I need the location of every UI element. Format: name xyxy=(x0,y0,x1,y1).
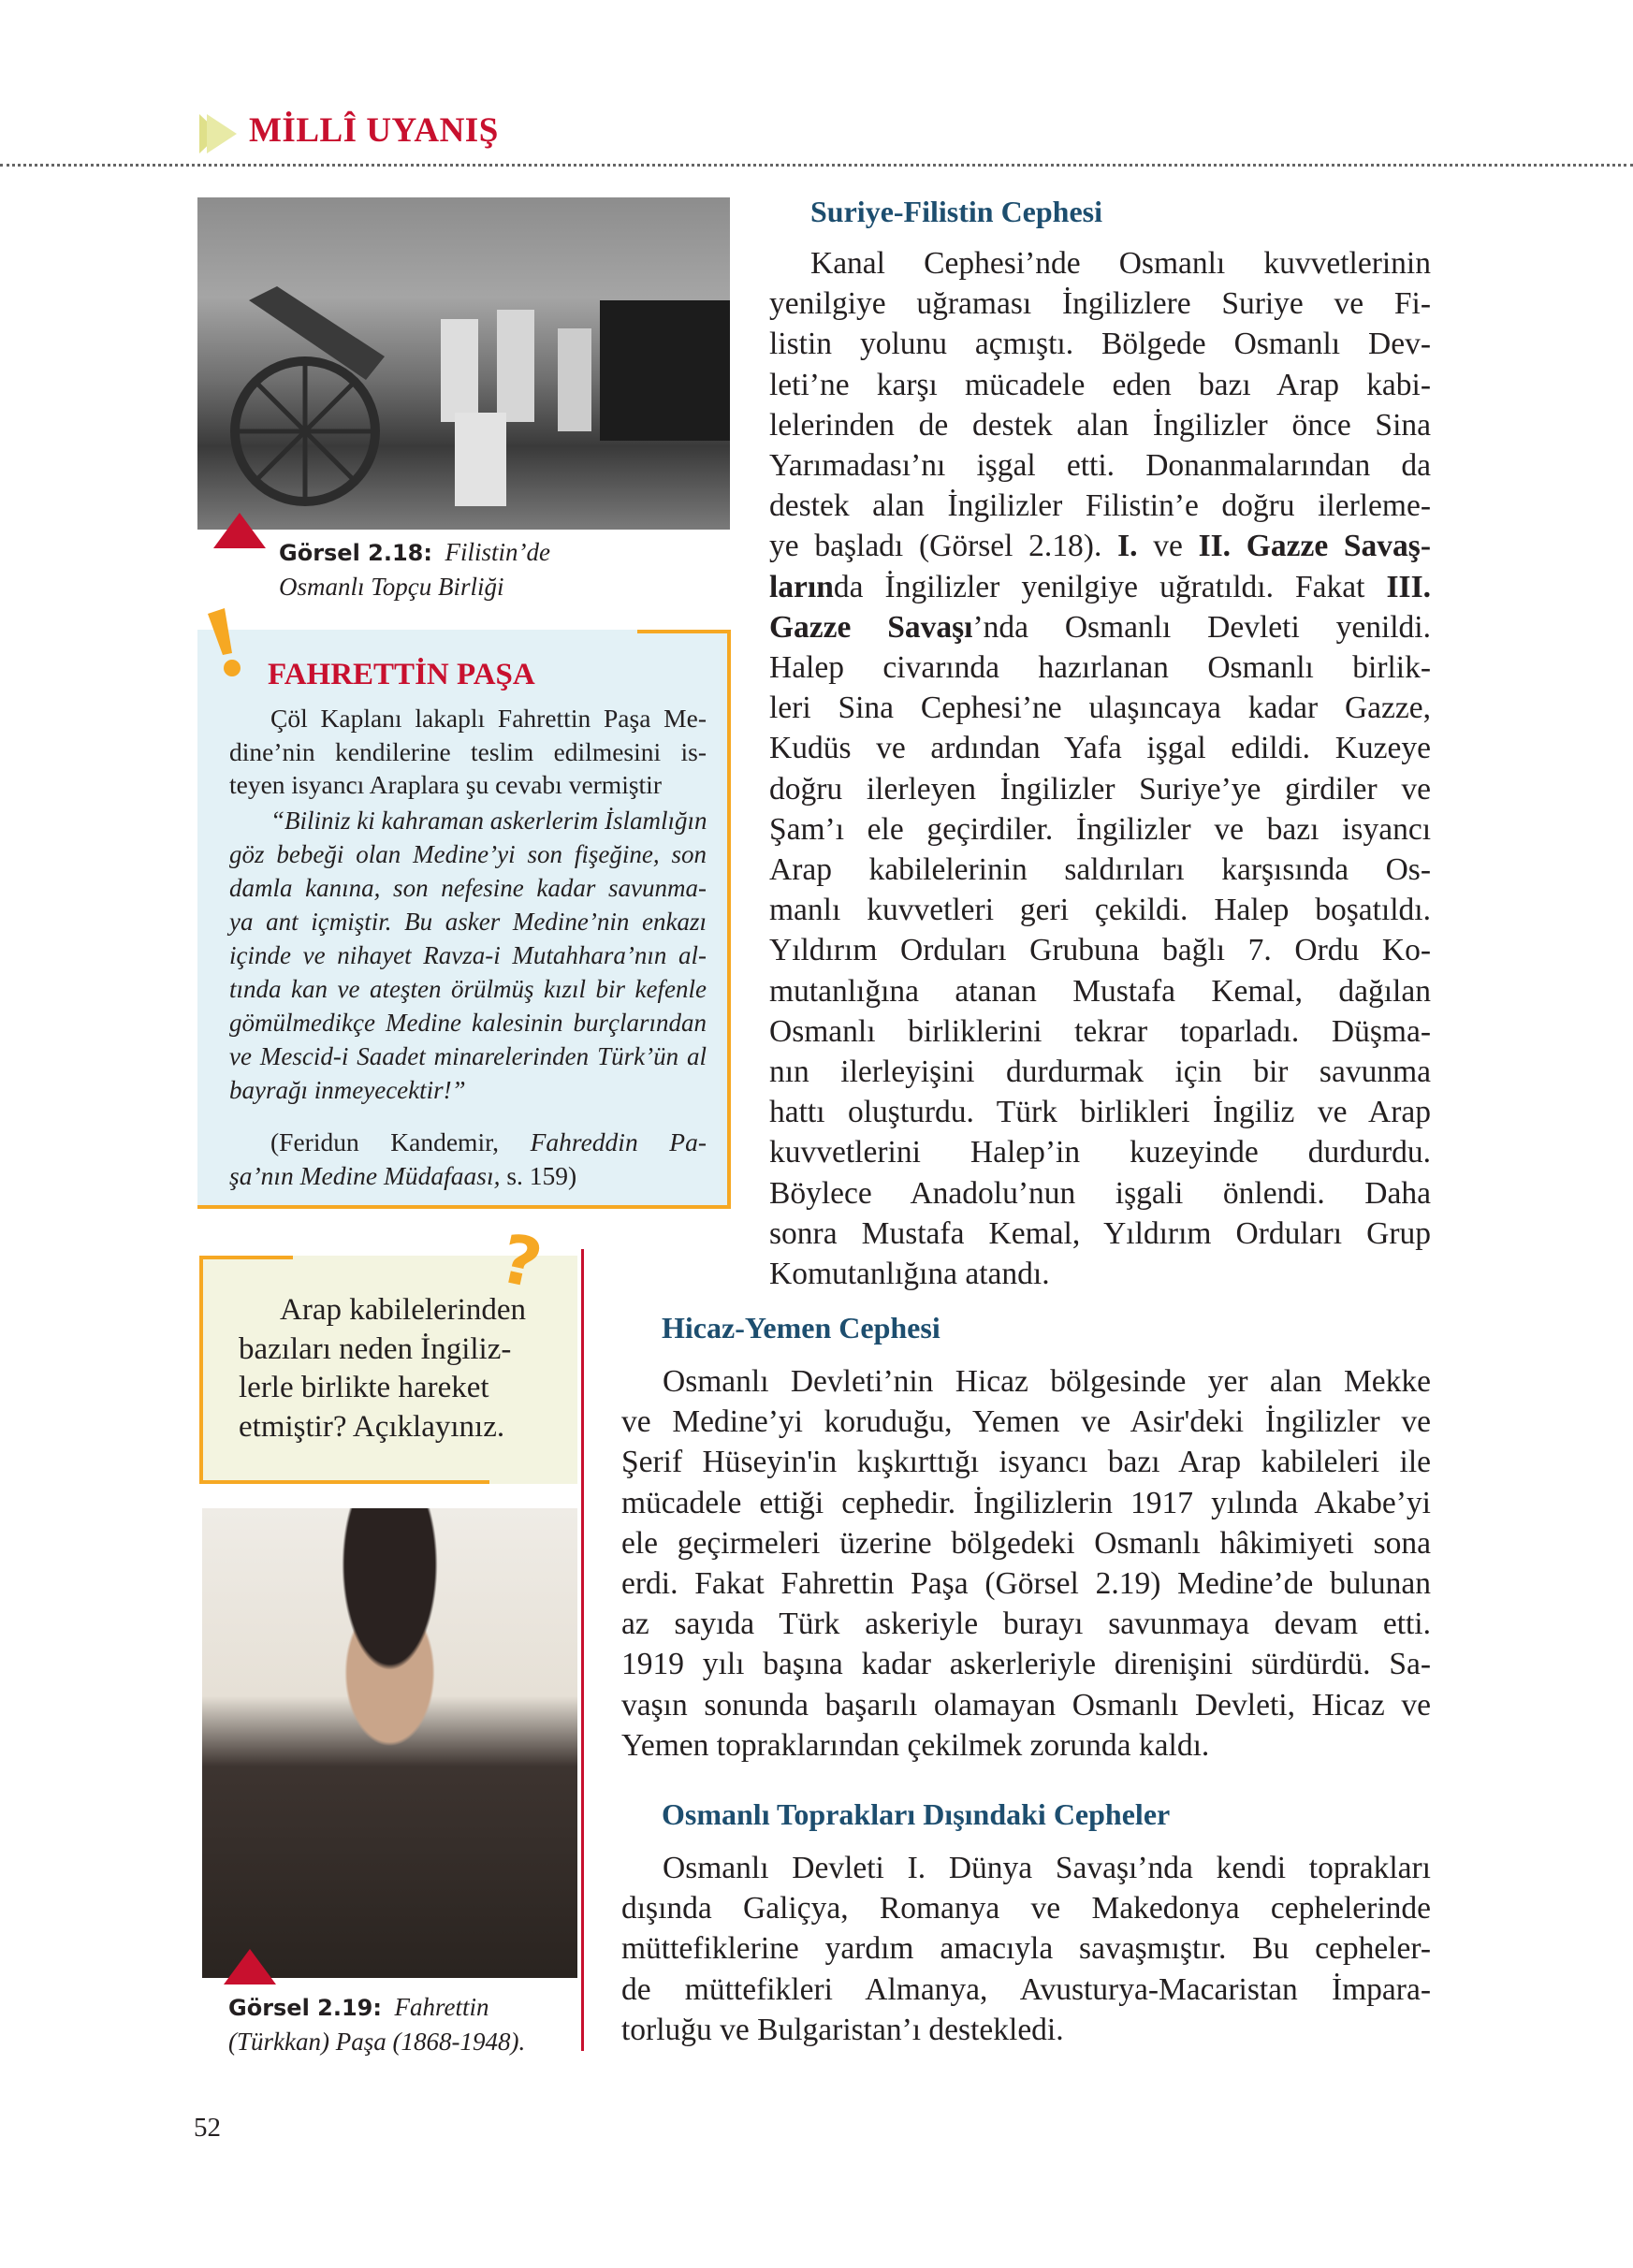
margin-rule xyxy=(581,1249,584,2051)
text-line: bazıları neden İngiliz- xyxy=(239,1331,512,1366)
text-line xyxy=(621,1644,1431,1684)
text-segment: ve Medine’yi koruduğu, Yemen ve Asir'deki İngilizler ve xyxy=(621,1404,1431,1440)
text-line: teyen isyancı Araplara şu cevabı vermiştir xyxy=(229,770,662,799)
text-line xyxy=(769,1132,1431,1172)
text-line: göz bebeği olan Medine’yi son fişeğine, son xyxy=(229,840,707,868)
text-segment: Osmanlı Devleti I. Dünya Savaşı’nda kendi toprakları xyxy=(663,1851,1431,1885)
text-segment: leri Sina Cephesi’ne ulaşıncaya kadar Gazze, xyxy=(769,691,1431,726)
text-line xyxy=(621,1523,1431,1563)
info-box-citation xyxy=(229,1126,707,1192)
text-line xyxy=(769,1173,1431,1214)
text-line: tında kan ve ateşten örülmüş kızıl bir kefenle xyxy=(229,975,707,1003)
text-line: “Biliniz ki kahraman askerlerim İslamlığın xyxy=(270,807,707,835)
text-line xyxy=(769,728,1431,768)
text-segment: hattı oluşturdu. Türk birlikleri İngiliz ve Arap xyxy=(769,1095,1431,1130)
text-line: damla kanına, son nefesine kadar savunma- xyxy=(229,874,707,902)
page-number: 52 xyxy=(194,2113,221,2143)
text-line: dine’nin kendilerine teslim edilmesini is- xyxy=(229,736,707,766)
text-segment: Osmanlı birliklerini tekrar toparladı. Düşma- xyxy=(769,1013,1431,1049)
text-segment: az sayıda Türk askeriyle burayı savunmaya devam etti. xyxy=(621,1606,1431,1642)
citation-author: (Feridun Kandemir, xyxy=(270,1127,500,1156)
text-segment: sonra Mustafa Kemal, Yıldırım Orduları Grup xyxy=(769,1215,1431,1251)
text-segment: ye başladı (Görsel 2.18). xyxy=(769,529,1118,564)
text-segment: ve xyxy=(1137,529,1199,564)
caption-text: Fahrettin xyxy=(394,1993,489,2021)
text-line xyxy=(769,930,1431,970)
info-box-body xyxy=(229,702,707,802)
text-segment: yenilgiye uğraması İngilizlere Suriye ve Fi- xyxy=(769,286,1431,322)
text-segment: erdi. Fakat Fahrettin Paşa (Görsel 2.19) Medine’de bulunan xyxy=(621,1566,1431,1602)
text-segment: leti’ne karşı mücadele eden bazı Arap kabi- xyxy=(769,367,1431,402)
text-segment: Osmanlı Devleti’nin Hicaz bölgesinde yer alan Mekke xyxy=(663,1364,1431,1399)
text-segment: müttefiklerine yardım amacıyla savaşmıştır. Bu cepheler- xyxy=(621,1931,1431,1967)
text-line xyxy=(621,1888,1431,1928)
text-line xyxy=(769,243,1431,284)
text-segment: Yarımadası’nı işgal etti. Donanmalarından da xyxy=(769,448,1431,484)
text-segment: ele geçirmeleri üzerine bölgedeki Osmanlı hâkimiyeti sona xyxy=(621,1525,1431,1561)
text-segment: ’nda Osmanlı Devleti yenildi. xyxy=(972,609,1431,645)
text-line xyxy=(621,1361,1431,1402)
question-mark-icon: ? xyxy=(493,1218,549,1304)
text-segment: kuvvetlerini Halep’in kuzeyinde durdurdu. xyxy=(769,1135,1431,1170)
text-segment: Kanal Cephesi’nde Osmanlı kuvvetlerinin xyxy=(810,246,1431,281)
text-segment: torluğu ve Bulgaristan’ı destekledi. xyxy=(621,2012,1064,2047)
figure-caption xyxy=(228,1990,525,2058)
fahrettin-pasa-portrait xyxy=(202,1508,577,1978)
text-line xyxy=(769,284,1431,324)
text-line xyxy=(621,1483,1431,1523)
text-segment: Yemen topraklarından çekilmek zorunda kaldı. xyxy=(621,1727,1210,1763)
text-line xyxy=(769,445,1431,486)
text-segment: de müttefikleri Almanya, Avusturya-Macaristan İmpara- xyxy=(621,1971,1431,2007)
text-line xyxy=(621,1928,1431,1969)
header-divider xyxy=(0,164,1633,167)
text-line xyxy=(621,1402,1431,1442)
text-segment: dışında Galiçya, Romanya ve Makedonya cephelerinde xyxy=(621,1891,1431,1926)
text-line xyxy=(769,1214,1431,1254)
section-heading: Suriye-Filistin Cephesi xyxy=(810,195,1103,228)
citation-title: Fahreddin Pa- xyxy=(530,1127,707,1156)
text-line xyxy=(769,1011,1431,1052)
text-segment: Halep civarında hazırlanan Osmanlı birlik- xyxy=(769,650,1431,686)
figure-label: Görsel 2.18: xyxy=(279,540,432,566)
bold-term: ların xyxy=(769,569,834,604)
section-heading: Hicaz-Yemen Cephesi xyxy=(662,1311,940,1345)
text-segment: 1919 yılı başına kadar askerleriyle direnişini sürdürdü. Sa- xyxy=(621,1647,1431,1682)
text-segment: Arap kabilelerinin saldırıları karşısında Os- xyxy=(769,852,1431,888)
text-line xyxy=(769,405,1431,445)
text-line: Çöl Kaplanı lakaplı Fahrettin Paşa Me- xyxy=(270,704,707,733)
figure-caption xyxy=(279,535,550,603)
text-segment: mücadele ettiği cephedir. İngilizlerin 1917 yılında Akabe’yi xyxy=(621,1485,1431,1520)
caption-text: (Türkkan) Paşa (1868-1948). xyxy=(228,2028,526,2056)
citation-page: s. 159) xyxy=(506,1160,577,1190)
text-segment: destek alan İngilizler Filistin’e doğru ilerleme- xyxy=(769,488,1431,524)
text-line xyxy=(769,971,1431,1011)
text-segment: mutanlığına atanan Mustafa Kemal, dağılan xyxy=(769,973,1431,1009)
text-segment: listin yolunu açmıştı. Bölgede Osmanlı Dev- xyxy=(769,327,1431,362)
text-line: içinde ve nihayet Ravza-i Mutahhara’nın al- xyxy=(229,941,707,969)
figure-label: Görsel 2.19: xyxy=(228,1995,382,2021)
exclamation-icon xyxy=(204,606,251,685)
text-segment: manlı kuvvetleri geri çekildi. Halep boşatıldı. xyxy=(769,893,1431,928)
text-line xyxy=(769,769,1431,809)
text-line: Arap kabilelerinden xyxy=(280,1293,526,1327)
text-line xyxy=(769,1052,1431,1092)
text-line xyxy=(769,809,1431,850)
text-line: lerle birlikte hareket xyxy=(239,1371,489,1404)
info-box-quote xyxy=(229,804,707,1107)
text-segment: lelerinden de destek alan İngilizler önce Sina xyxy=(769,407,1431,443)
text-line xyxy=(769,1092,1431,1132)
text-line xyxy=(769,567,1431,607)
text-line xyxy=(769,647,1431,688)
question-text xyxy=(239,1291,547,1447)
section-body xyxy=(769,243,1431,1294)
text-line xyxy=(621,1563,1431,1604)
ottoman-artillery-photo xyxy=(197,197,730,530)
text-line xyxy=(621,1848,1431,1888)
section-body xyxy=(621,1361,1431,1766)
text-line xyxy=(621,1442,1431,1482)
caption-text: Osmanlı Topçu Birliği xyxy=(279,573,504,601)
text-segment: da İngilizler yenilgiye uğratıldı. Fakat xyxy=(833,569,1387,604)
text-line: ve Mescid-i Saadet minarelerinden Türk’ün al xyxy=(229,1042,707,1070)
text-segment: Şerif Hüseyin'in kışkırttığı isyancı bazı Arap kabileleri ile xyxy=(621,1445,1431,1480)
text-line xyxy=(621,1604,1431,1644)
bold-term: I. xyxy=(1117,529,1138,564)
text-line xyxy=(621,1970,1431,2010)
text-segment: Şam’ı ele geçirdiler. İngilizler ve bazı isyancı xyxy=(769,811,1431,847)
text-segment: Yıldırım Orduları Grubuna bağlı 7. Ordu Ko- xyxy=(769,933,1431,968)
citation-title: şa’nın Medine Müdafaası, xyxy=(229,1160,501,1190)
figure-marker-icon xyxy=(213,513,266,548)
text-line xyxy=(769,526,1431,566)
bold-term: Gazze Savaşı xyxy=(769,609,973,645)
text-line xyxy=(769,688,1431,728)
text-line: etmiştir? Açıklayınız. xyxy=(239,1409,505,1444)
text-line xyxy=(769,1254,1431,1294)
figure-marker-icon xyxy=(224,1949,276,1985)
info-box-title: FAHRETTİN PAŞA xyxy=(268,658,535,691)
bold-term: III. xyxy=(1386,569,1431,604)
info-box-fahrettin-pasa xyxy=(197,630,731,1209)
text-line: ya ant içmiştir. Bu asker Medine’nin enkazı xyxy=(229,908,707,936)
chapter-arrow-icon xyxy=(199,114,239,153)
text-line: bayrağı inmeyecektir!” xyxy=(229,1076,466,1104)
text-segment: nın ilerleyişini durdurmak için bir savunma xyxy=(769,1054,1431,1090)
text-line xyxy=(769,324,1431,364)
text-segment: Kudüs ve ardından Yafa işgal edildi. Kuzeye xyxy=(769,731,1431,766)
text-line: gömülmedikçe Medine kalesinin burçlarından xyxy=(229,1009,707,1037)
text-segment: Komutanlığına atandı. xyxy=(769,1257,1050,1292)
text-segment: Böylece Anadolu’nun işgali önlendi. Daha xyxy=(769,1175,1431,1211)
text-segment: vaşın sonunda başarılı olamayan Osmanlı Devleti, Hicaz ve xyxy=(621,1687,1431,1723)
text-line xyxy=(621,1725,1431,1766)
text-line xyxy=(769,890,1431,930)
text-line xyxy=(769,365,1431,405)
bold-term: II. Gazze Savaş- xyxy=(1198,529,1431,564)
text-line xyxy=(621,2010,1431,2050)
text-line xyxy=(621,1685,1431,1725)
text-line xyxy=(769,850,1431,890)
text-line xyxy=(769,607,1431,647)
text-segment: doğru ilerleyen İngilizler Suriye’ye girdiler ve xyxy=(769,771,1431,807)
section-body xyxy=(621,1848,1431,2050)
text-line xyxy=(769,486,1431,526)
chapter-title: MİLLÎ UYANIŞ xyxy=(249,111,499,150)
caption-text: Filistin’de xyxy=(445,538,550,566)
section-heading: Osmanlı Toprakları Dışındaki Cepheler xyxy=(662,1797,1171,1831)
